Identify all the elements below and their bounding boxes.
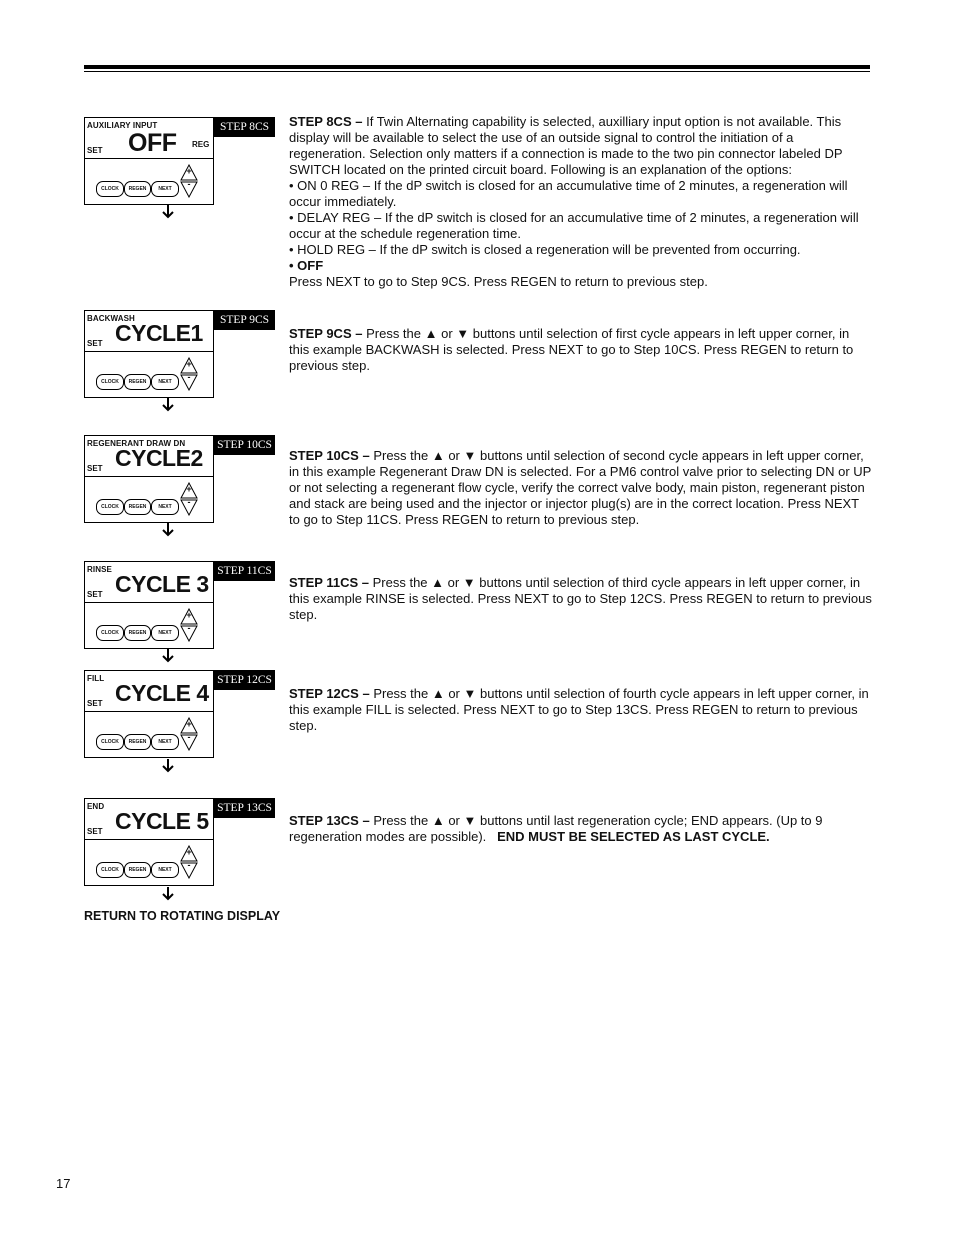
up-down-rocker[interactable]: [180, 717, 198, 751]
step-13cs-heading: STEP 13CS –: [289, 813, 370, 828]
display-panel-step-13cs: [84, 798, 214, 886]
plus-label: +: [186, 359, 192, 369]
display-value: OFF: [128, 129, 177, 157]
display-value: CYCLE 5: [115, 808, 209, 834]
display-value: CYCLE 3: [115, 571, 209, 597]
regen-button[interactable]: REGEN: [124, 374, 151, 390]
regen-button[interactable]: REGEN: [124, 625, 151, 641]
step-12cs-description: [289, 686, 873, 734]
step-13cs-emphasis: END MUST BE SELECTED AS LAST CYCLE.: [497, 829, 770, 844]
display-value: CYCLE2: [115, 445, 203, 471]
step-11cs-text: Press the ▲ or ▼ buttons until selection of third cycle appears in left upper corner, in this example RINSE is selected. Press NEXT to go to Step 12CS. Press REGEN to return to previous step.: [289, 575, 872, 622]
minus-label: -: [187, 179, 191, 189]
step-8cs-nav: Press NEXT to go to Step 9CS. Press REGEN to return to previous step.: [289, 274, 708, 289]
plus-label: +: [186, 610, 192, 620]
display-value: CYCLE1: [115, 320, 203, 346]
display-panel-step-10cs: [84, 435, 214, 523]
option-on0reg: • ON 0 REG – If the dP switch is closed for an accumulative time of 2 minutes, a regeneration will occur immediately.: [289, 178, 848, 209]
panel-divider: [85, 351, 213, 352]
step-12cs-text: Press the ▲ or ▼ buttons until selection of fourth cycle appears in left upper corner, in this example FILL is selected. Press NEXT to go to Step 13CS. Press REGEN to return to previous step.: [289, 686, 869, 733]
step-11cs-heading: STEP 11CS –: [289, 575, 369, 590]
down-arrow-icon: [160, 204, 176, 220]
up-down-rocker[interactable]: [180, 357, 198, 391]
regen-button[interactable]: REGEN: [124, 499, 151, 515]
plus-label: +: [186, 166, 192, 176]
step-label-8cs: STEP 8CS: [214, 117, 275, 137]
up-down-rocker[interactable]: [180, 164, 198, 198]
header-rule-thin: [84, 71, 870, 72]
step-label-12cs: STEP 12CS: [214, 670, 275, 690]
step-13cs-text: Press the ▲ or ▼ buttons until last regeneration cycle; END appears. (Up to 9 regeneration modes are possible).: [289, 813, 823, 844]
option-off: • OFF: [289, 258, 324, 273]
selection-label: FILL: [87, 674, 105, 683]
option-delayreg: • DELAY REG – If the dP switch is closed for an accumulative time of 2 minutes, a regeneration will occur at the schedule regeneration time.: [289, 210, 859, 241]
step-12cs-heading: STEP 12CS –: [289, 686, 370, 701]
return-to-rotating-display: RETURN TO ROTATING DISPLAY: [84, 909, 281, 923]
set-label: SET: [87, 827, 103, 836]
set-label: SET: [87, 146, 103, 155]
page-number: 17: [56, 1176, 71, 1191]
down-arrow-icon: [160, 886, 176, 902]
regen-button[interactable]: REGEN: [124, 181, 151, 197]
down-arrow-icon: [160, 648, 176, 664]
step-8cs-description: [289, 114, 873, 290]
header-rule-thick: [84, 65, 870, 69]
minus-label: -: [187, 860, 191, 870]
panel-divider: [85, 602, 213, 603]
next-button[interactable]: NEXT: [151, 734, 179, 750]
display-panel-step-11cs: [84, 561, 214, 649]
set-label: SET: [87, 590, 103, 599]
next-button[interactable]: NEXT: [151, 625, 179, 641]
down-arrow-icon: [160, 522, 176, 538]
set-label: SET: [87, 339, 103, 348]
clock-button[interactable]: CLOCK: [96, 181, 124, 197]
up-down-rocker[interactable]: [180, 845, 198, 879]
regen-button[interactable]: REGEN: [124, 734, 151, 750]
display-panel-step-9cs: [84, 310, 214, 398]
option-holdreg: • HOLD REG – If the dP switch is closed a regeneration will be prevented from occurring.: [289, 242, 801, 257]
clock-button[interactable]: CLOCK: [96, 499, 124, 515]
clock-button[interactable]: CLOCK: [96, 734, 124, 750]
display-value: CYCLE 4: [115, 680, 209, 706]
step-10cs-description: [289, 448, 873, 528]
down-arrow-icon: [160, 397, 176, 413]
plus-label: +: [186, 484, 192, 494]
display-panel-step-8cs: [84, 117, 214, 205]
panel-divider: [85, 476, 213, 477]
step-9cs-text: Press the ▲ or ▼ buttons until selection of first cycle appears in left upper corner, in this example BACKWASH is selected. Press NEXT to go to Step 10CS. Press REGEN to return to previous step.: [289, 326, 854, 373]
minus-label: -: [187, 732, 191, 742]
step-8cs-intro: If Twin Alternating capability is selected, auxilliary input option is not available. This display will be available to select the use of an outside signal to control the initiation of a regeneration. Selection only matters if a connection is made to the two pin connector labeled DP SWITCH located on the printed circuit board. Following is an explanation of the options:: [289, 114, 843, 177]
selection-label: AUXILIARY INPUT: [87, 121, 158, 130]
step-9cs-description: [289, 326, 873, 374]
clock-button[interactable]: CLOCK: [96, 862, 124, 878]
step-label-13cs: STEP 13CS: [214, 798, 275, 818]
next-button[interactable]: NEXT: [151, 374, 179, 390]
next-button[interactable]: NEXT: [151, 181, 179, 197]
clock-button[interactable]: CLOCK: [96, 625, 124, 641]
panel-divider: [85, 839, 213, 840]
panel-divider: [85, 711, 213, 712]
selection-label: END: [87, 802, 105, 811]
step-8cs-heading: STEP 8CS –: [289, 114, 363, 129]
next-button[interactable]: NEXT: [151, 862, 179, 878]
selection-label: RINSE: [87, 565, 112, 574]
display-panel-step-12cs: [84, 670, 214, 758]
step-label-10cs: STEP 10CS: [214, 435, 275, 455]
regen-button[interactable]: REGEN: [124, 862, 151, 878]
selection-label: BACKWASH: [87, 314, 135, 323]
step-9cs-heading: STEP 9CS –: [289, 326, 363, 341]
step-10cs-heading: STEP 10CS –: [289, 448, 370, 463]
minus-label: -: [187, 372, 191, 382]
set-label: SET: [87, 699, 103, 708]
step-11cs-description: [289, 575, 873, 623]
step-10cs-text: Press the ▲ or ▼ buttons until selection of second cycle appears in left upper corner, in this example Regenerant Draw DN is selected. For a PM6 control valve prior to selecting DN or UP or not selecting a regenerant flow cycle, verify the correct valve body, main piston, regenerant piston and stack are being used and the injector or injector plug(s) are in the correct location. Press NEXT to go to Step 11CS. Press REGEN to return to previous step.: [289, 448, 872, 527]
plus-label: +: [186, 847, 192, 857]
step-label-9cs: STEP 9CS: [214, 310, 275, 330]
plus-label: +: [186, 719, 192, 729]
step-label-11cs: STEP 11CS: [214, 561, 275, 581]
step-13cs-description: [289, 813, 873, 845]
minus-label: -: [187, 623, 191, 633]
selection-label: REGENERANT DRAW DN: [87, 439, 186, 448]
panel-divider: [85, 158, 213, 159]
clock-button[interactable]: CLOCK: [96, 374, 124, 390]
next-button[interactable]: NEXT: [151, 499, 179, 515]
up-down-rocker[interactable]: [180, 608, 198, 642]
set-label: SET: [87, 464, 103, 473]
down-arrow-icon: [160, 758, 176, 774]
up-down-rocker[interactable]: [180, 482, 198, 516]
reg-label: REG: [192, 140, 210, 149]
minus-label: -: [187, 497, 191, 507]
